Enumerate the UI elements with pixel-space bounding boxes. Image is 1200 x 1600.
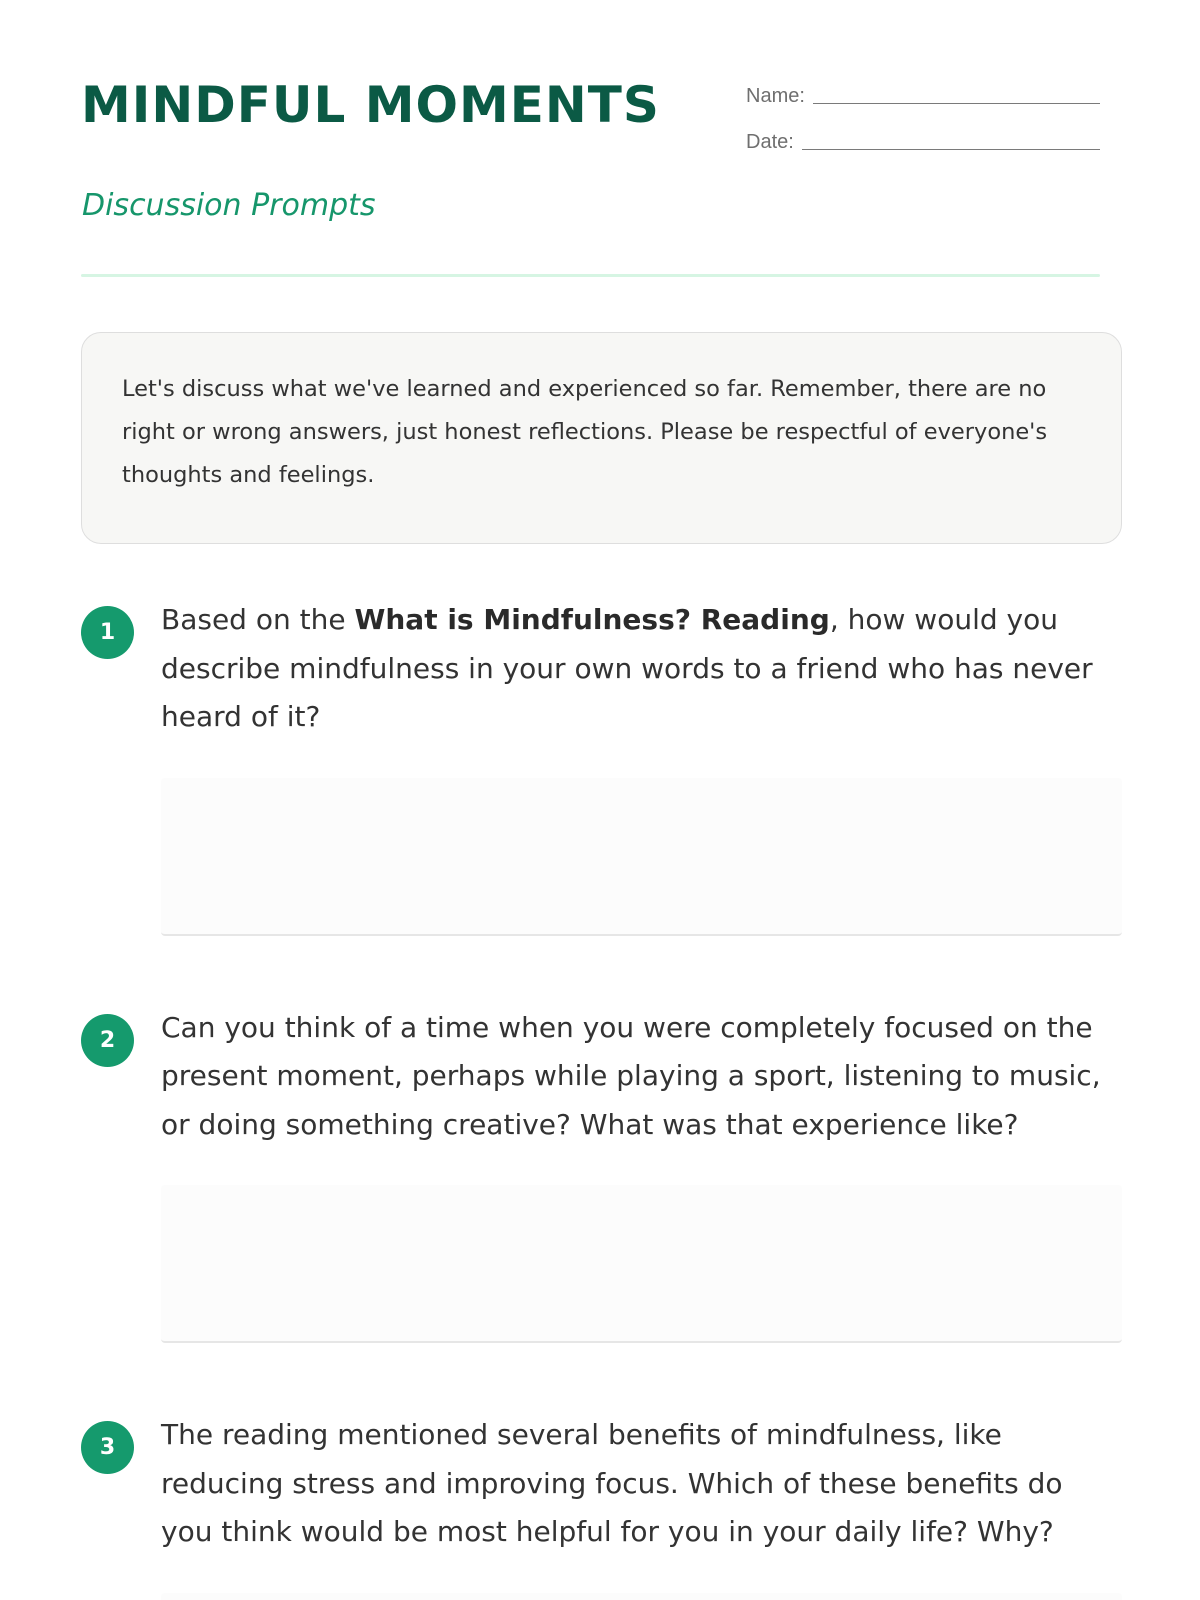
prompt-item xyxy=(81,1004,1122,1344)
answer-box[interactable] xyxy=(161,1185,1122,1343)
prompt-text: Can you think of a time when you were completely focused on the present moment, perhaps while playing a sport, listening to music, or doing something creative? What was that experience like? xyxy=(161,1010,1101,1141)
answer-box[interactable] xyxy=(161,1593,1122,1600)
prompt-number-badge: 3 xyxy=(81,1421,134,1474)
date-label: Date: xyxy=(746,131,794,153)
prompt-text xyxy=(161,596,1122,742)
answer-box[interactable] xyxy=(161,778,1122,936)
prompt-number-badge: 1 xyxy=(81,606,134,659)
name-blank-line[interactable] xyxy=(813,86,1100,104)
intro-text: Let's discuss what we've learned and experienced so far. Remember, there are no right or wrong answers, just honest reflections. Please be respectful of everyone's thoughts and feelings. xyxy=(122,376,1048,488)
name-field[interactable] xyxy=(746,82,1100,108)
reading-title: What is Mindfulness? Reading xyxy=(354,603,830,636)
student-info-fields xyxy=(746,82,1100,174)
prompt-text-part: , how would you describe mindfulness in your own words to a friend who has never heard of it? xyxy=(161,603,1093,733)
prompt-item xyxy=(81,596,1122,936)
date-field[interactable] xyxy=(746,128,1100,154)
header-divider xyxy=(81,274,1100,277)
page-subtitle: Discussion Prompts xyxy=(82,188,376,223)
name-label: Name: xyxy=(746,85,805,107)
prompt-text-part: Based on the xyxy=(161,603,355,636)
intro-box xyxy=(81,332,1122,544)
page-title: MINDFUL MOMENTS xyxy=(81,76,660,134)
date-blank-line[interactable] xyxy=(802,132,1100,150)
prompt-text: The reading mentioned several benefits of mindfulness, like reducing stress and improving focus. Which of these benefits do you think would be most helpful for you in your daily life? Why? xyxy=(161,1418,1063,1548)
prompt-number-badge: 2 xyxy=(81,1014,134,1067)
prompt-item xyxy=(81,1411,1122,1600)
worksheet-header xyxy=(81,0,1100,280)
